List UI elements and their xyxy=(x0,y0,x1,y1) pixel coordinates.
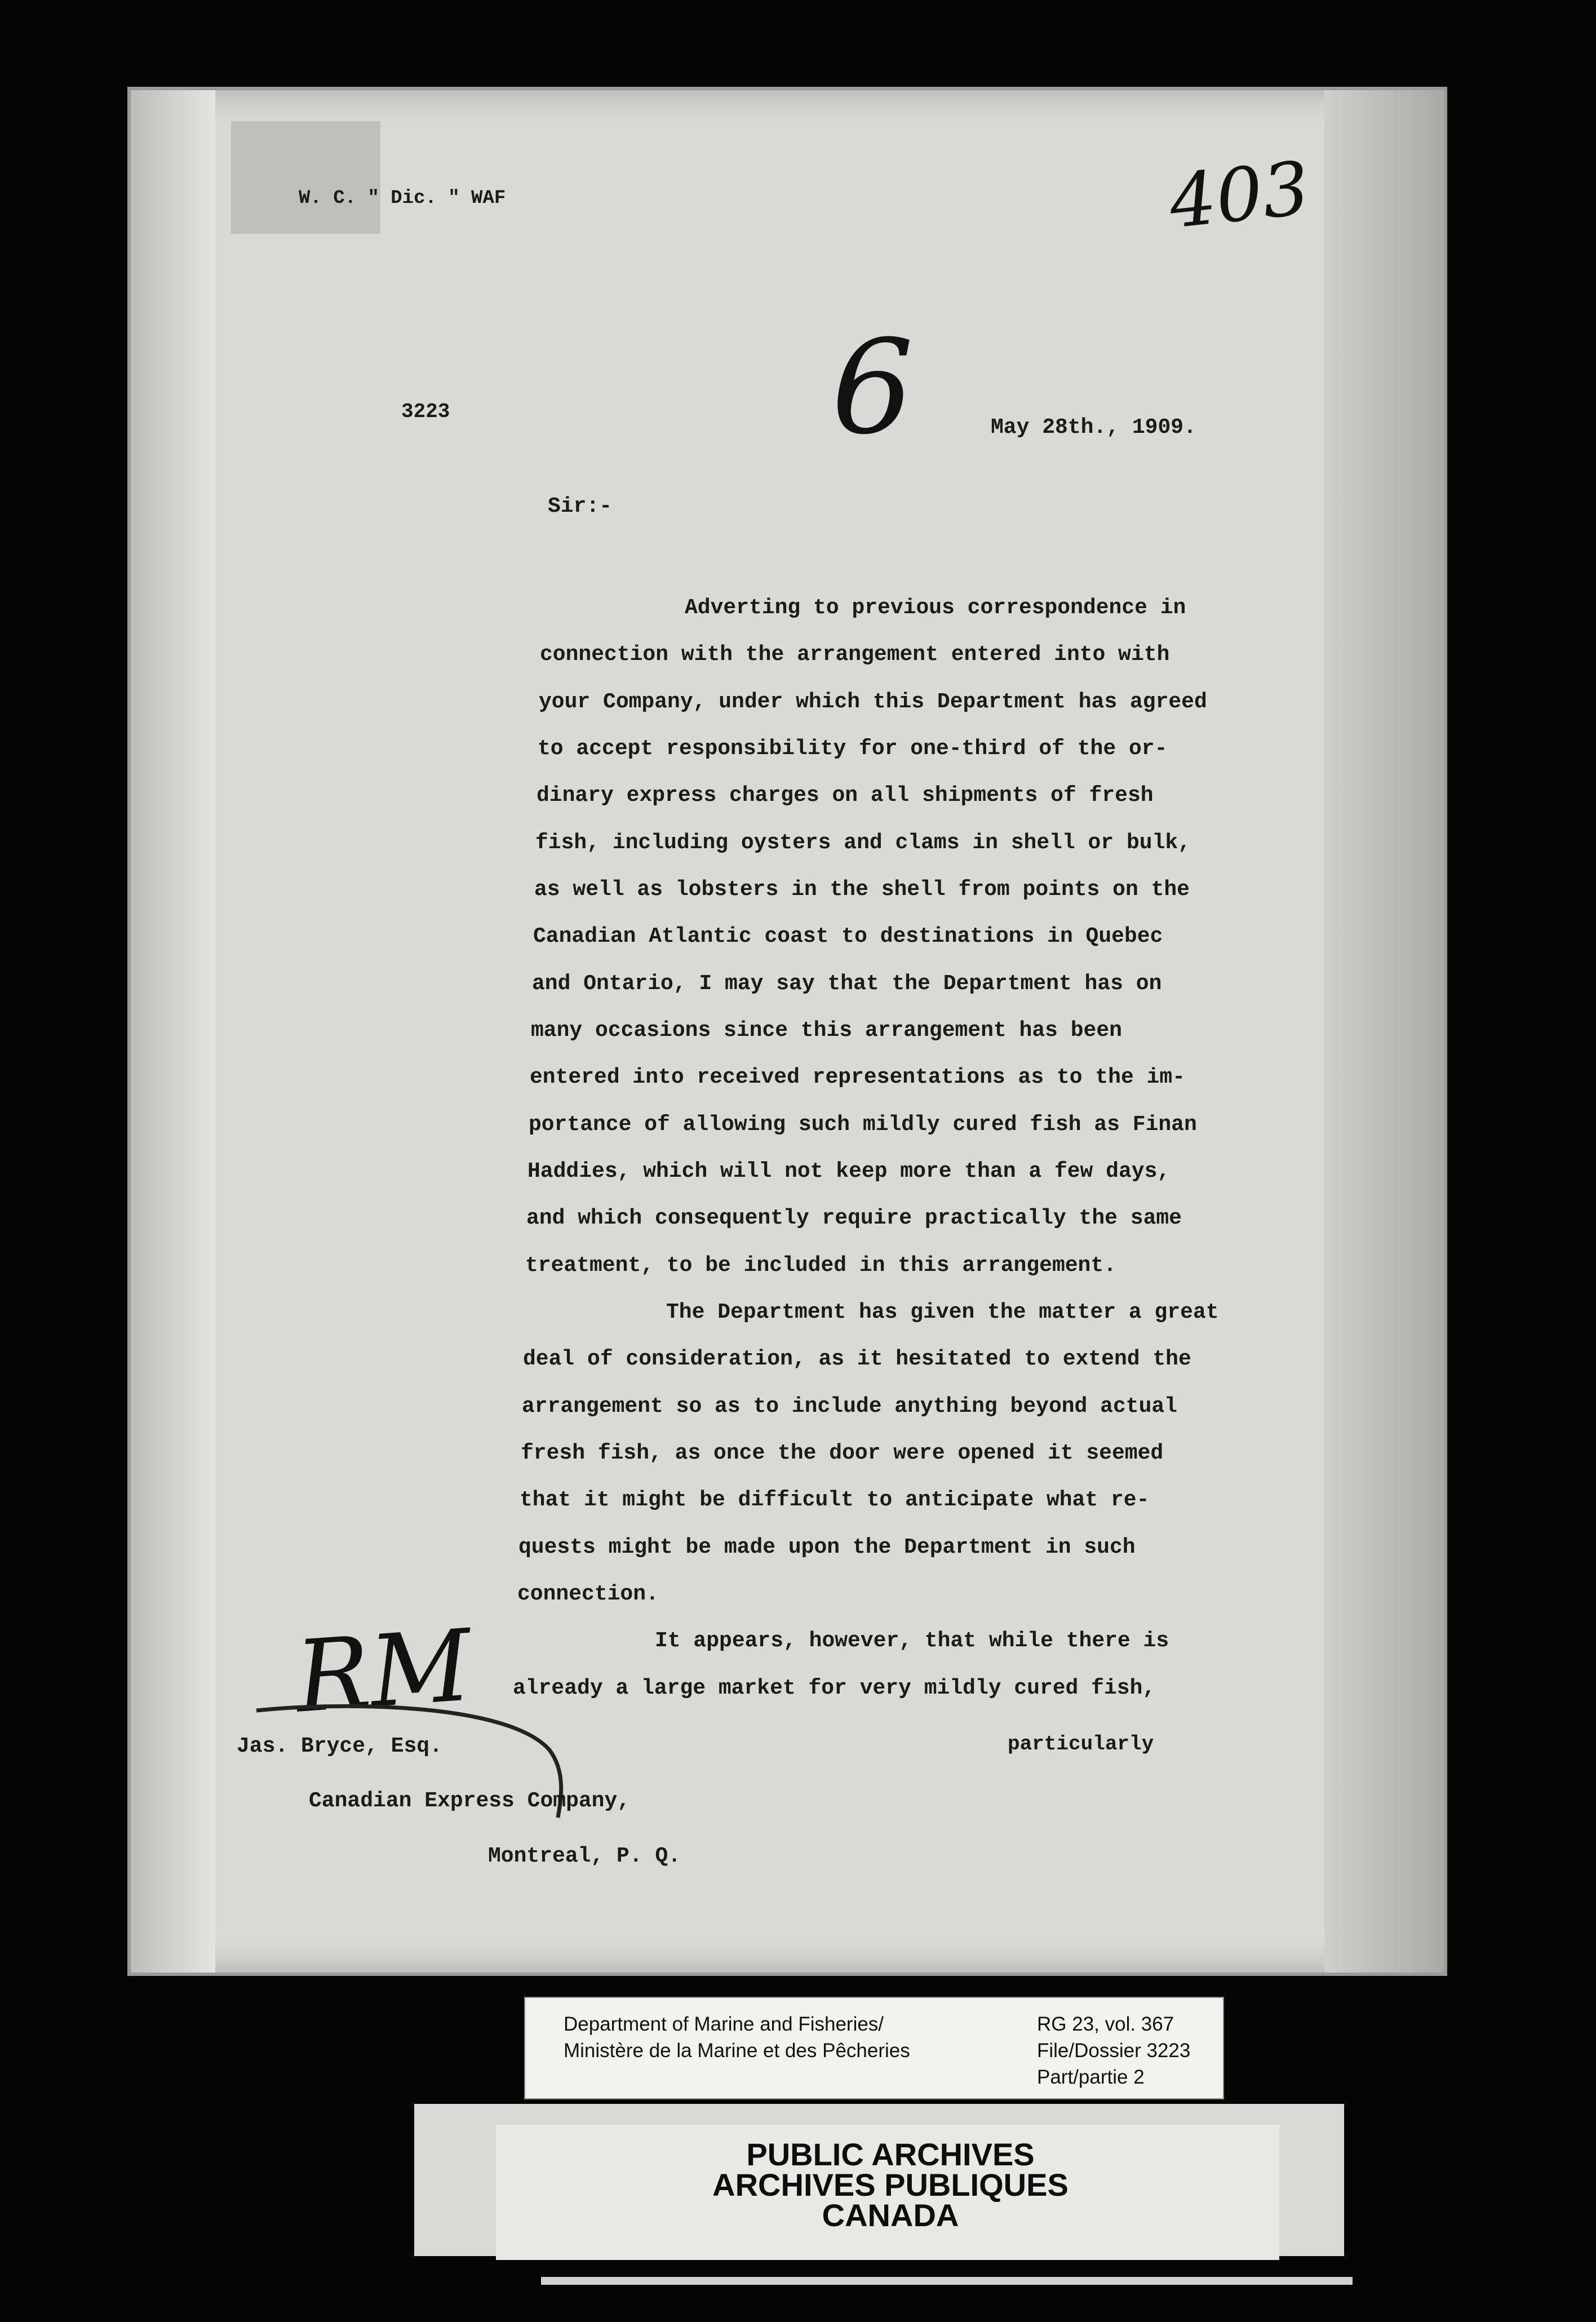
stamp-line-2: ARCHIVES PUBLIQUES xyxy=(712,2167,1069,2203)
body-line: treatment, to be included in this arrangement. xyxy=(525,1253,1116,1278)
stamp-line-3: CANADA xyxy=(822,2197,959,2233)
body-line: many occasions since this arrangement has been xyxy=(531,1018,1122,1043)
body-line: and Ontario, I may say that the Department has on xyxy=(532,972,1162,996)
body-line: deal of consideration, as it hesitated to extend the xyxy=(523,1347,1191,1371)
addressee-city: Montreal, P. Q. xyxy=(488,1844,681,1868)
body-line: to accept responsibility for one-third of the or- xyxy=(538,737,1168,761)
body-line: portance of allowing such mildly cured fish as Finan xyxy=(529,1113,1197,1137)
label-rg: RG 23, vol. 367 xyxy=(1037,2013,1174,2035)
label-part: Part/partie 2 xyxy=(1037,2066,1145,2088)
body-line: It appears, however, that while there is xyxy=(655,1629,1169,1653)
body-line: The Department has given the matter a great xyxy=(666,1300,1219,1324)
body-line: dinary express charges on all shipments of fresh xyxy=(537,783,1154,808)
corner-tab xyxy=(231,121,380,234)
body-line: arrangement so as to include anything beyond actual xyxy=(522,1394,1177,1419)
body-line: your Company, under which this Department has agreed xyxy=(539,690,1207,714)
stamp-line-1: PUBLIC ARCHIVES xyxy=(746,2137,1035,2172)
handwritten-initials: RM xyxy=(292,1608,475,1735)
body-line: and which consequently require practically the same xyxy=(526,1206,1182,1230)
salutation: Sir:- xyxy=(548,494,613,519)
body-line: as well as lobsters in the shell from points on the xyxy=(534,878,1190,902)
bottom-strip xyxy=(541,2277,1353,2285)
body-line: already a large market for very mildly cured fish, xyxy=(513,1676,1156,1700)
body-line: Canadian Atlantic coast to destinations in Quebec xyxy=(533,924,1163,949)
reference-code: W. C. " Dic. " WAF xyxy=(299,188,506,209)
continuation-word: particularly xyxy=(1008,1732,1154,1756)
addressee-company: Canadian Express Company, xyxy=(309,1789,631,1813)
body-line: that it might be difficult to anticipate what re- xyxy=(520,1488,1150,1512)
body-line: connection. xyxy=(517,1582,659,1606)
letter-date: May 28th., 1909. xyxy=(991,415,1196,440)
sheet-right-edge xyxy=(1324,90,1444,1973)
body-line: quests might be made upon the Department in such xyxy=(518,1535,1136,1559)
label-dept-en: Department of Marine and Fisheries/ xyxy=(564,2013,884,2035)
body-line: fish, including oysters and clams in shell or bulk, xyxy=(535,831,1191,855)
handwritten-page-number: 403 xyxy=(1165,145,1314,245)
addressee-name: Jas. Bryce, Esq. xyxy=(237,1734,442,1758)
label-dept-fr: Ministère de la Marine et des Pêcheries xyxy=(564,2040,910,2062)
handwritten-mark: 6 xyxy=(831,313,914,463)
label-file: File/Dossier 3223 xyxy=(1037,2040,1191,2062)
sheet-left-edge xyxy=(131,90,215,1973)
body-line: connection with the arrangement entered into with xyxy=(540,642,1170,667)
body-line: entered into received representations as to the im- xyxy=(530,1065,1185,1089)
body-line: Adverting to previous correspondence in xyxy=(685,596,1186,620)
body-line: fresh fish, as once the door were opened it seemed xyxy=(521,1441,1164,1465)
body-line: Haddies, which will not keep more than a few days, xyxy=(527,1159,1171,1184)
file-number: 3223 xyxy=(401,400,450,423)
